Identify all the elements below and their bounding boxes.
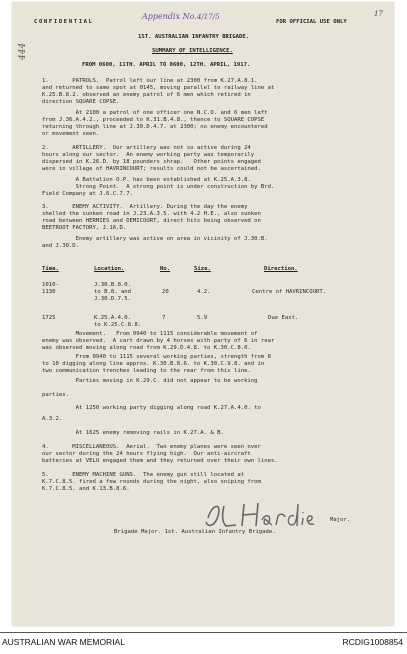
confidential-label: CONFIDENTIAL [34,19,94,25]
row-direction: Due East. [268,315,299,321]
brigade-title: 1ST. AUSTRALIAN INFANTRY BRIGADE. [138,34,250,40]
para2-line: hours along our sector. An enemy working party was temporarily [42,152,255,158]
table-header-time: Time. [42,266,59,272]
row-location: K.25.A.4.0. [94,315,132,321]
page-number: 17 [374,10,383,18]
para5-line: K.7.C.8.5. fired a few rounds during the night, also sniping from [42,479,261,485]
official-use-label: FOR OFFICIAL USE ONLY [276,19,347,25]
row-direction: Centre of HAVRINCOURT. [252,289,327,295]
handwritten-reference: 4/17/5 [197,13,220,21]
para1-line: At 2100 a patrol of one officer one N.C.O. and 6 men left [42,110,268,116]
signature-title: Brigade Major. 1st. Australian Infantry Brigade. [114,529,276,535]
movement-line: At 1625 enemy removing rails in K.27.A. & B. [42,430,224,436]
table-header-size: Size. [194,266,211,272]
row-size: 5.9 [197,315,208,321]
footer-divider [0,632,407,633]
row-location: to B.8. and [94,289,132,295]
para4-line: 4. MISCELLANEOUS. Aerial. Two enemy planes were seen over [42,444,261,450]
para1-line: returning through line at J.30.D.4.7. at 2300; no enemy encountered [42,124,268,130]
para2-line: dispersed in K.26.D. by 18 pounders shrap. Other points engaged [42,159,261,165]
row-size: 4.2. [197,289,211,295]
movement-line: Parties moving in K.29.C. did not appear to be working [42,378,258,384]
movement-line: was observed moving along road from K.29.D.4.8. to K.30.C.8.0. [42,345,251,351]
para2-line: 2. ARTILLERY. Our artillery was not so active during 24 [42,145,251,151]
movement-line: to 10 digging along line approx. K.30.B.8.6. to K.30.C.9.8. and in [42,361,265,367]
para1-line: 1. PATROLS. Patrol left our line at 2300 from K.27.A.8.1. [42,78,258,84]
appendix-annotation: Appendix No. [142,12,197,21]
row-location: to K.25.C.8.8. [94,322,142,328]
para1-line: K.25.B.8.2. observed an enemy patrol of 6 men which retired in [42,92,251,98]
movement-line: Movement. From 0940 to 1115 considerable movement of [42,331,258,337]
para3-line: road between HERMIES and DEMICOURT, direct hits being observed on [42,218,261,224]
movement-line: enemy was observed. A cart drawn by 4 horses with party of 6 in rear [42,338,275,344]
footer-record-id: RCDIG1008854 [342,637,403,647]
footer-institution: AUSTRALIAN WAR MEMORIAL [2,637,125,647]
para3-line: and J.30.D. [42,243,80,249]
para3-line: Enemy artillery was active on area in vicinity of J.30.B. [42,236,268,242]
movement-line: two communication trenches leading to the rear from this line. [42,368,251,374]
para4-line: batteries at VELU engaged them and they returned over their own lines. [42,458,278,464]
table-header-no: No. [160,266,171,272]
para3-line: BEETROOT FACTORY, J.16.D. [42,225,127,231]
para2-line: were in village of HAVRINCOURT; results could not be ascertained. [42,166,261,172]
para1-line: or movement seen. [42,131,100,137]
para1-line: from J.36.A.4.2., proceeded to K.31.B.4.8., thence to SQUARE COPSE [42,117,265,123]
para5-line: 5. ENEMY MACHINE GUNS. The enemy gun still located at [42,472,245,478]
para2-line: Field Company at J.6.C.7.7. [42,191,133,197]
document-page [12,2,394,626]
row-number: 20 [162,289,169,295]
para4-line: our sector during the 24 hours flying high. Our anti-aircraft [42,451,251,457]
para5-line: K.7.C.8.5. and K.13.B.8.6. [42,486,130,492]
para3-line: shelled the sunken road in J.23.A.3.5. with 4.2 H.E., also sunken [42,211,261,217]
row-number: 7 [162,315,166,321]
movement-line: From 0940 to 1115 several working parties, strength from 8 [42,354,272,360]
para1-line: direction SQUARE COPSE. [42,99,120,105]
para1-line: and returned to same spot at 0145, moving parallel to railway line at [42,85,275,91]
para2-line: Strong Point. A strong point is under construction by Brd. [42,184,275,190]
row-time: 1010- [42,282,59,288]
para3-line: 3. ENEMY ACTIVITY. Artillery. During the day the enemy [42,204,248,210]
movement-line: parties. [42,392,69,398]
signature-rank: Major. [330,517,351,523]
row-time: 1130 [42,289,56,295]
report-period: FROM 0600, 11TH. APRIL TO 0600, 12TH. APRIL, 1917. [82,62,251,68]
table-header-direction: Direction. [264,266,298,272]
row-location: J.30.B.8.0. [94,282,132,288]
row-location: J.30.D.7.5. [94,296,132,302]
para2-line: A Battalion O.P. has been established at K.25.A.3.8. [42,177,251,183]
table-header-location: Location. [94,266,125,272]
margin-number: 444 [18,42,28,60]
row-time: 1725 [42,315,56,321]
summary-title: SUMMARY OF INTELLIGENCE. [152,48,233,54]
movement-line: A.3.2. [42,416,63,422]
movement-line: At 1250 working party digging along road K.27.A.4.0. to [42,405,261,411]
